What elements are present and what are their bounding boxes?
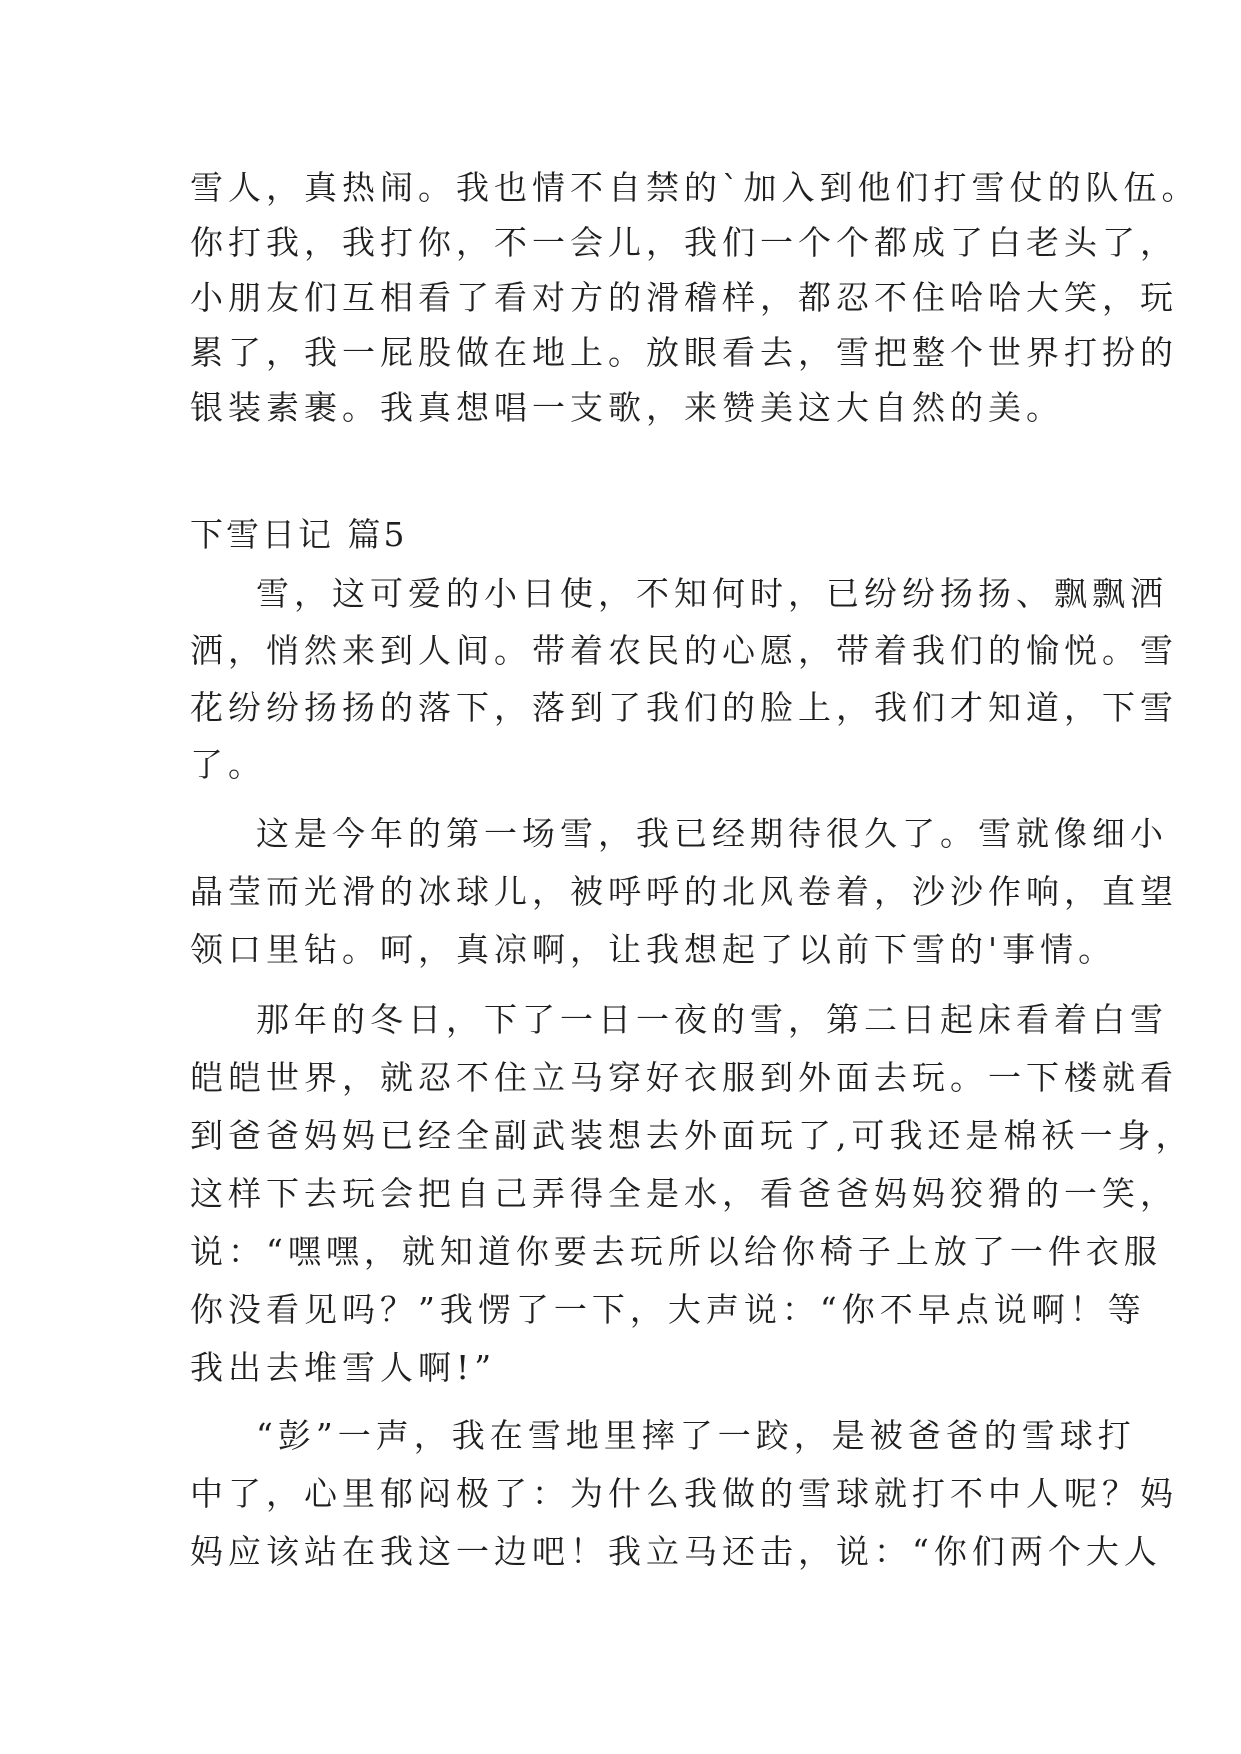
text-line: 洒，悄然来到人间。带着农民的心愿，带着我们的愉悦。雪: [190, 631, 1178, 670]
text-line: 中了，心里郁闷极了：为什么我做的雪球就打不中人呢？妈: [190, 1474, 1178, 1513]
text-line: 了。: [190, 745, 266, 784]
text-line: 到爸爸妈妈已经全副武装想去外面玩了,可我还是棉袄一身，: [190, 1116, 1194, 1155]
text-line: 银装素裹。我真想唱一支歌，来赞美这大自然的美。: [190, 388, 1064, 427]
paragraph-first-line: 雪，这可爱的小日使，不知何时，已纷纷扬扬、飘飘洒: [256, 574, 1168, 613]
paragraph-first-line: 那年的冬日，下了一日一夜的雪，第二日起床看着白雪: [256, 1000, 1168, 1039]
text-line: 领口里钻。呵，真凉啊，让我想起了以前下雪的'事情。: [190, 930, 1117, 969]
text-line: 雪人，真热闹。我也情不自禁的`加入到他们打雪仗的队伍。: [190, 168, 1200, 207]
paragraph-first-line: 这是今年的第一场雪，我已经期待很久了。雪就像细小: [256, 814, 1168, 853]
text-line: 晶莹而光滑的冰球儿，被呼呼的北风卷着，沙沙作响，直望: [190, 872, 1178, 911]
text-line: 小朋友们互相看了看对方的滑稽样，都忍不住哈哈大笑，玩: [190, 278, 1178, 317]
text-line: 我出去堆雪人啊!”: [190, 1348, 497, 1387]
text-line: 这样下去玩会把自己弄得全是水，看爸爸妈妈狡猾的一笑，: [190, 1174, 1178, 1213]
text-line: 你没看见吗？”我愣了一下，大声说：“你不早点说啊！等: [190, 1290, 1146, 1329]
text-line: 你打我，我打你，不一会儿，我们一个个都成了白老头了，: [190, 223, 1178, 262]
text-line: 花纷纷扬扬的落下，落到了我们的脸上，我们才知道，下雪: [190, 688, 1178, 727]
text-line: 皑皑世界，就忍不住立马穿好衣服到外面去玩。一下楼就看: [190, 1058, 1178, 1097]
paragraph-first-line: “彭”一声，我在雪地里摔了一跤，是被爸爸的雪球打: [256, 1416, 1136, 1455]
text-line: 累了，我一屁股做在地上。放眼看去，雪把整个世界打扮的: [190, 333, 1178, 372]
text-line: 妈应该站在我这一边吧！我立马还击，说：“你们两个大人: [190, 1532, 1162, 1571]
text-line: 说：“嘿嘿，就知道你要去玩所以给你椅子上放了一件衣服: [190, 1232, 1162, 1271]
section-heading: 下雪日记 篇5: [190, 515, 408, 554]
